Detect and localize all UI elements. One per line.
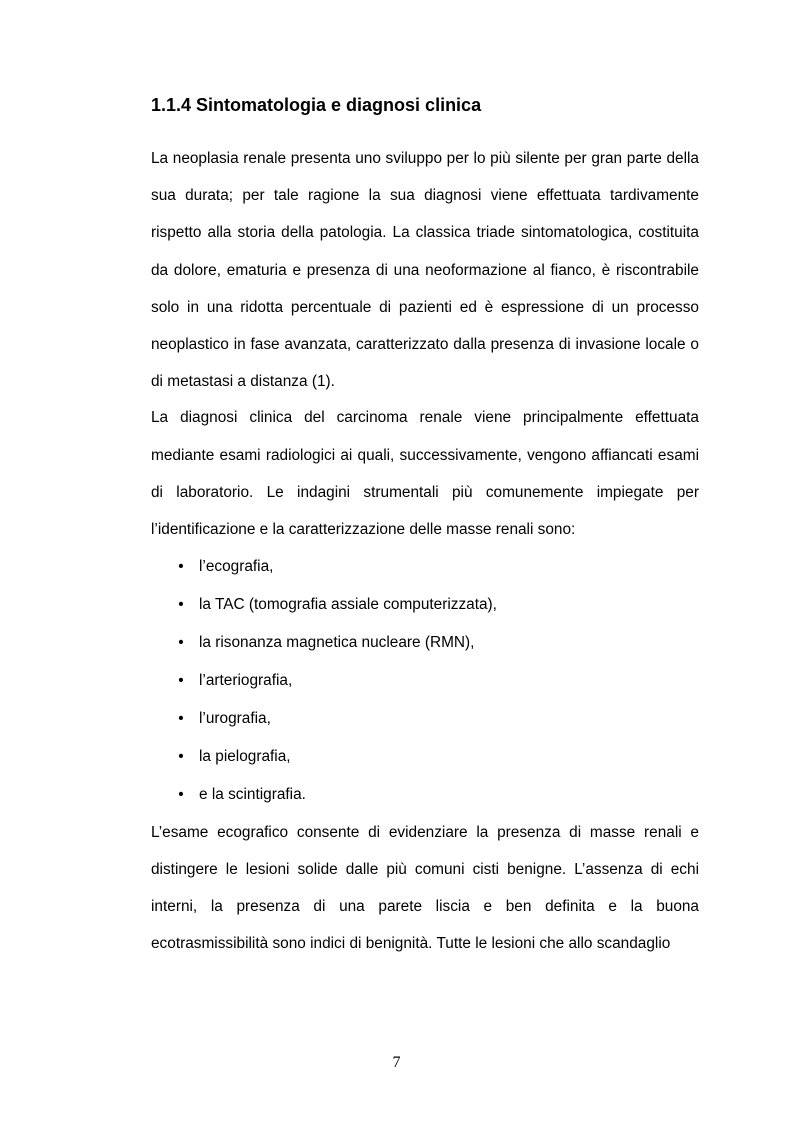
paragraph-ultrasound: L’esame ecografico consente di evidenziare la presenza di masse renali e distingere le lesioni solide dalle più comuni cisti benigne. L’assenza di echi interni, la presenza di una parete liscia e ben definita e la buona ecotrasmissibilità sono indici di benignità. Tutte le lesioni che allo scandaglio	[151, 823, 699, 953]
list-item-text: l’ecografia,	[199, 558, 274, 576]
list-item	[151, 776, 699, 814]
section-heading: 1.1.4 Sintomatologia e diagnosi clinica	[151, 95, 482, 115]
imaging-exams-list	[151, 548, 699, 813]
bullet-icon: •	[178, 596, 184, 614]
list-item	[151, 548, 699, 586]
bullet-icon: •	[178, 558, 184, 576]
list-item	[151, 700, 699, 738]
list-item	[151, 662, 699, 700]
bullet-icon: •	[178, 671, 184, 689]
bullet-icon: •	[178, 634, 184, 652]
bullet-icon: •	[178, 747, 184, 765]
list-item-text: l’urografia,	[199, 709, 271, 727]
list-item-text: la risonanza magnetica nucleare (RMN),	[199, 634, 475, 652]
list-item	[151, 738, 699, 776]
paragraph-symptoms: La neoplasia renale presenta uno sviluppo per lo più silente per gran parte della sua durata; per tale ragione la sua diagnosi viene effettuata tardivamente rispetto alla storia della patologia. La classica triade sintomatologica, costituita da dolore, ematuria e presenza di una neoformazione al fianco, è riscontrabile solo in una ridotta percentuale di pazienti ed è espressione di un processo neoplastico in fase avanzata, caratterizzato dalla presenza di invasione locale o di metastasi a distanza (1).	[151, 150, 699, 391]
list-item	[151, 624, 699, 662]
bullet-icon: •	[178, 709, 184, 727]
page-number: 7	[392, 1054, 401, 1071]
list-item-text: l’arteriografia,	[199, 671, 293, 689]
list-item	[151, 586, 699, 624]
paragraph-diagnosis: La diagnosi clinica del carcinoma renale viene principalmente effettuata mediante esami radiologici ai quali, successivamente, vengono affiancati esami di laboratorio. Le indagini strumentali più comunemente impiegate per l’identificazione e la caratterizzazione delle masse renali sono:	[151, 409, 699, 539]
bullet-icon: •	[178, 785, 184, 803]
list-item-text: e la scintigrafia.	[199, 785, 306, 803]
list-item-text: la TAC (tomografia assiale computerizzata),	[199, 596, 497, 614]
list-item-text: la pielografia,	[199, 747, 291, 765]
page-content	[151, 93, 699, 962]
